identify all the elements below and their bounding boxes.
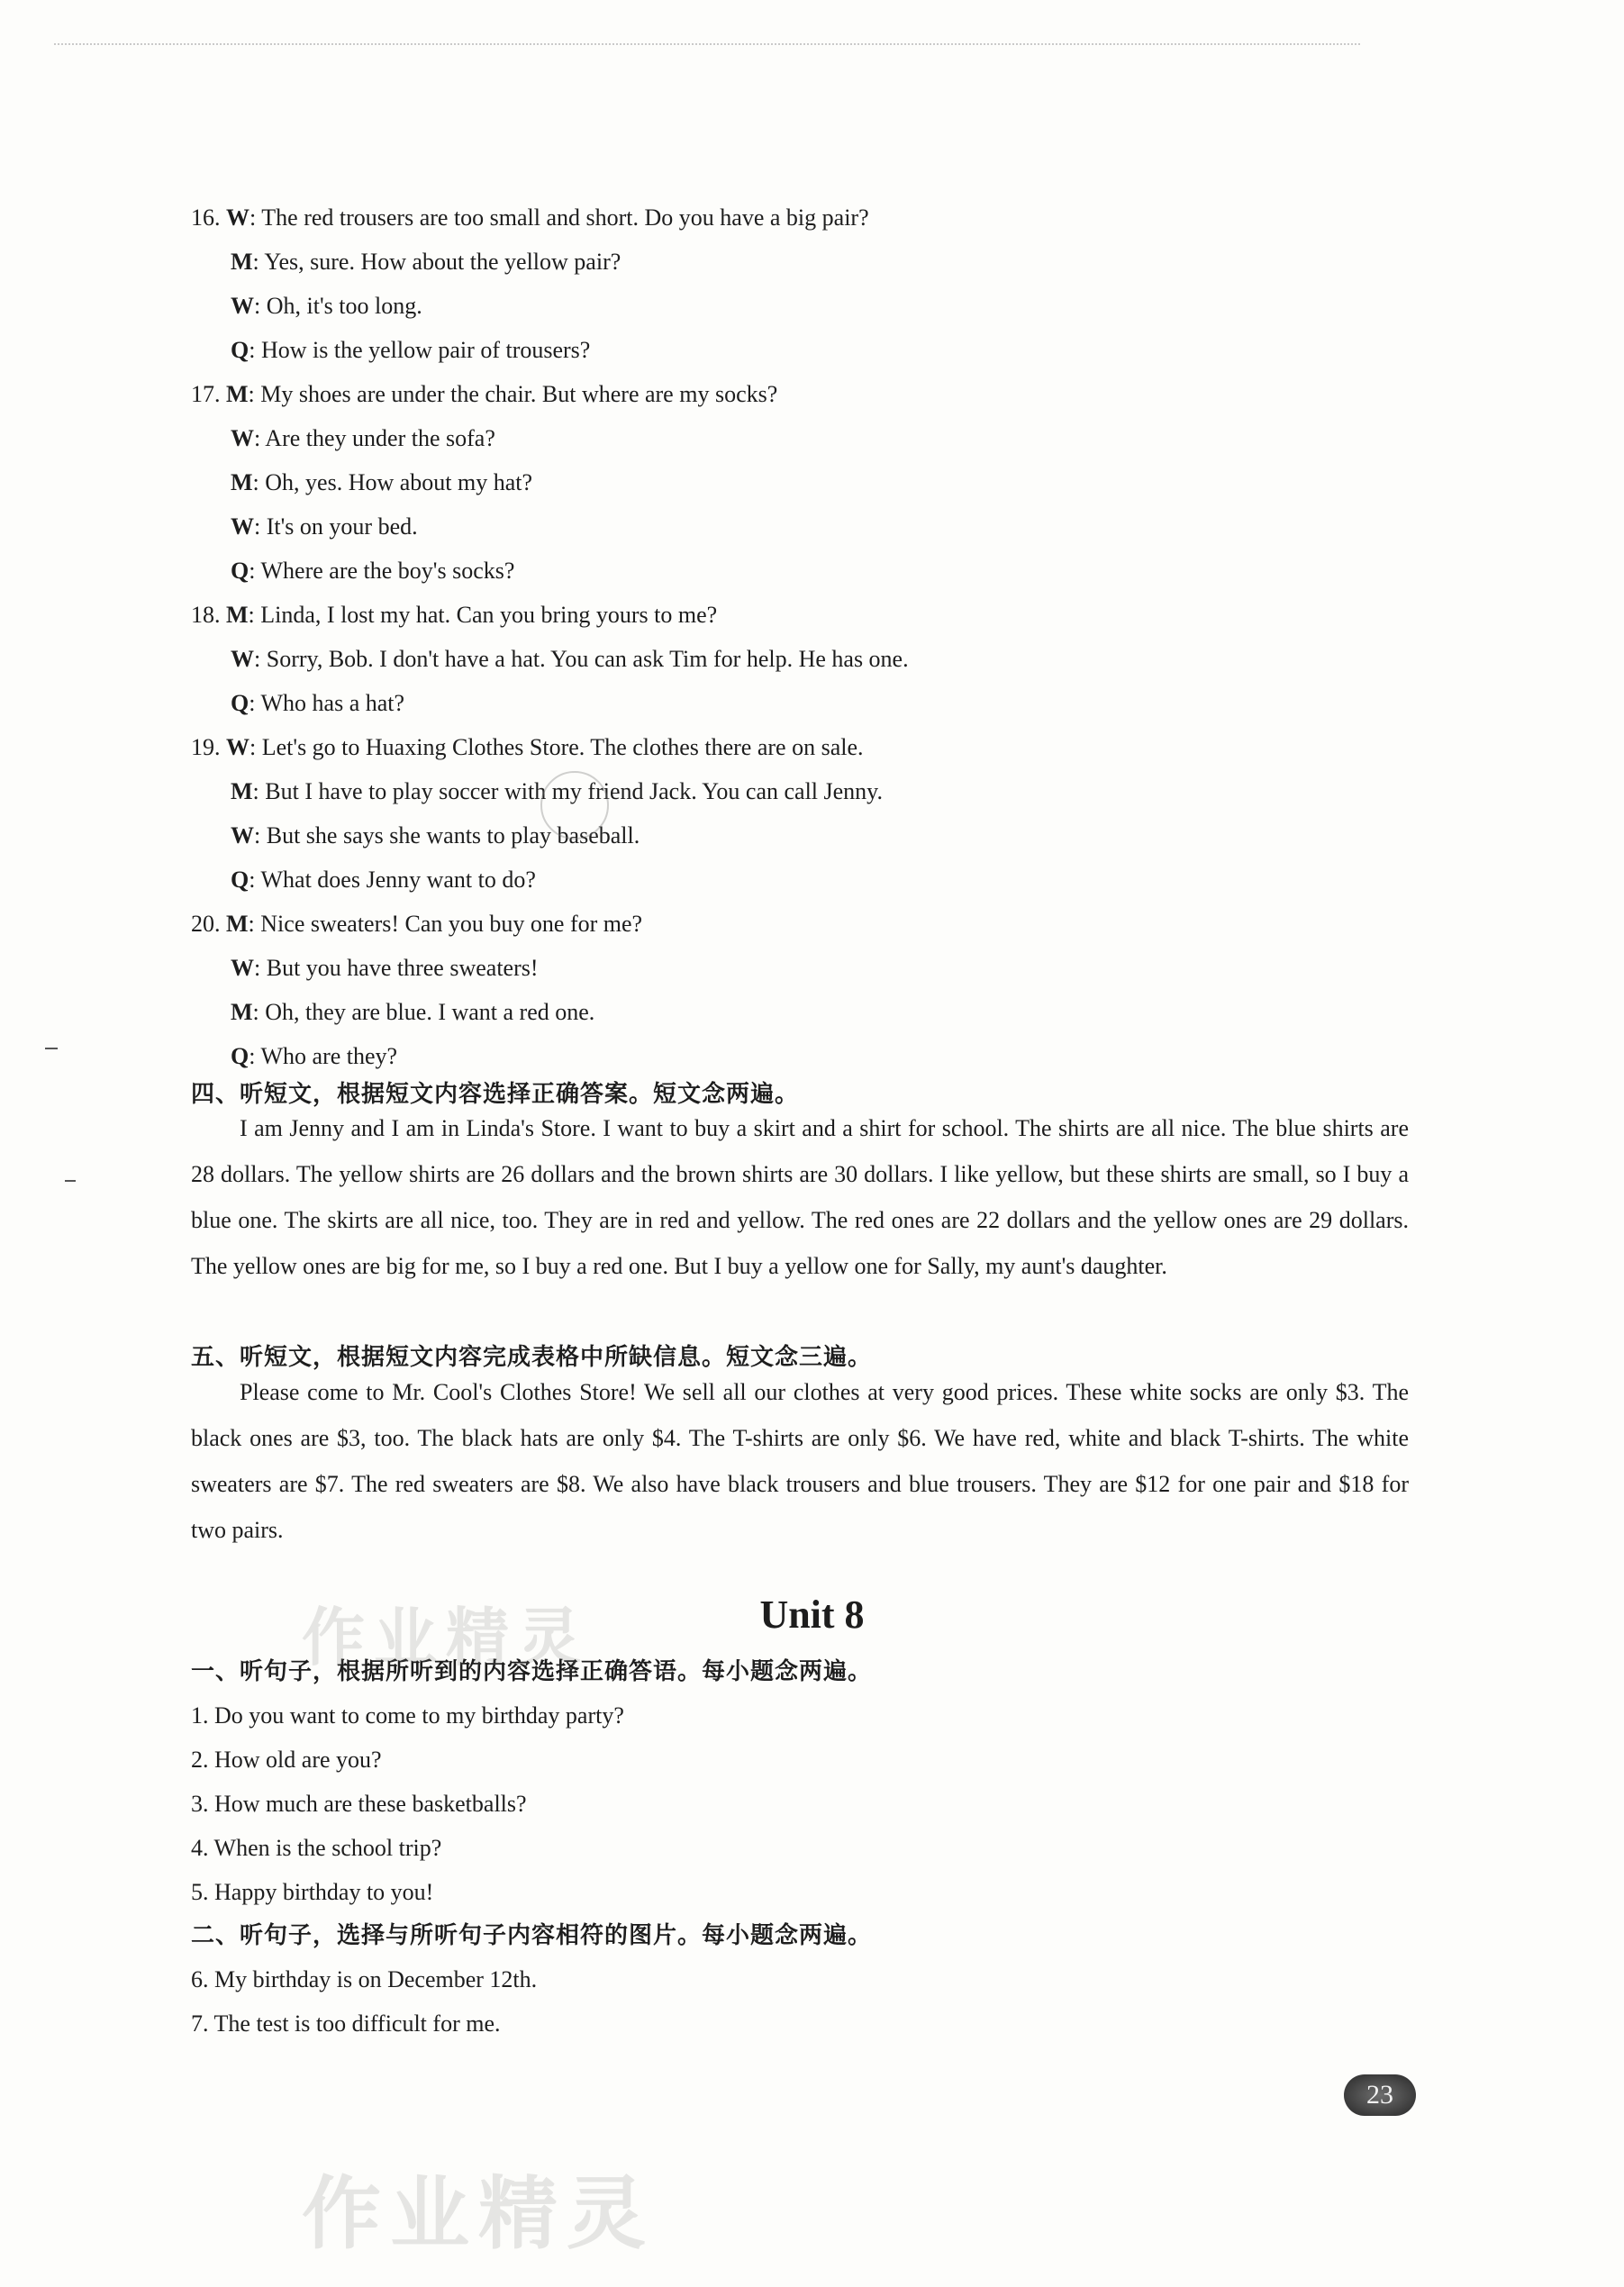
unit-item-6: 6. My birthday is on December 12th. xyxy=(191,1966,538,1992)
speaker-label: W xyxy=(231,646,254,672)
unit-item-2: 2. How old are you? xyxy=(191,1747,382,1773)
question-number: 19. xyxy=(191,734,221,760)
dialogue-line: Q: Where are the boy's socks? xyxy=(231,558,515,584)
section-4-passage: I am Jenny and I am in Linda's Store. I want to buy a skirt and a shirt for school. The shirts are all nice. The blue shirts are 28 dollars. The yellow shirts are 26 dollars and the brown shirts are 30 dollars. I like yellow, but these shirts are small, so I buy a blue one. The skirts are all nice, too. They are in red and yellow. The red ones are 22 dollars and the yellow ones are 29 dollars. The yellow ones are big for me, so I buy a red one. But I buy a yellow one for Sally, my aunt's daughter. xyxy=(191,1115,1409,1279)
dialogue-line: 18. M: Linda, I lost my hat. Can you bring yours to me? xyxy=(191,602,718,628)
dialogue-text: What does Jenny want to do? xyxy=(260,867,536,893)
dialogue-text: Yes, sure. How about the yellow pair? xyxy=(264,249,621,275)
dialogue-line: W: Are they under the sofa? xyxy=(231,425,495,451)
unit-title: Unit 8 xyxy=(759,1593,865,1637)
speaker-label: M xyxy=(231,999,253,1025)
unit-section-2-heading: 二、听句子，选择与所听句子内容相符的图片。每小题念两遍。 xyxy=(191,1922,873,1949)
dialogue-text: But you have three sweaters! xyxy=(266,955,539,981)
unit-item-3: 3. How much are these basketballs? xyxy=(191,1791,527,1817)
dialogue-line: Q: What does Jenny want to do? xyxy=(231,867,536,893)
top-rule xyxy=(54,43,1360,45)
dialogue-line: Q: Who are they? xyxy=(231,1043,398,1069)
margin-mark xyxy=(65,1180,76,1182)
watermark-logo-bottom: 作业精灵 xyxy=(302,2167,656,2260)
unit-section-1-heading: 一、听句子，根据所听到的内容选择正确答语。每小题念两遍。 xyxy=(191,1658,873,1685)
unit-item-1: 1. Do you want to come to my birthday party? xyxy=(191,1702,624,1729)
dialogue-line: W: Sorry, Bob. I don't have a hat. You can ask Tim for help. He has one. xyxy=(231,646,909,672)
speaker-label: M xyxy=(231,249,253,275)
dialogue-line: 20. M: Nice sweaters! Can you buy one for me? xyxy=(191,911,643,937)
speaker-label: Q xyxy=(231,1043,249,1069)
page-number-badge: 23 xyxy=(1344,2074,1416,2116)
dialogue-line: 17. M: My shoes are under the chair. But where are my socks? xyxy=(191,381,778,407)
dialogue-text: How is the yellow pair of trousers? xyxy=(260,337,591,363)
dialogue-line: W: Oh, it's too long. xyxy=(231,293,422,319)
dialogue-text: Oh, yes. How about my hat? xyxy=(265,469,533,495)
unit-item-4: 4. When is the school trip? xyxy=(191,1835,442,1861)
watermark-logo: 作业精灵 xyxy=(302,1601,590,1674)
speaker-label: W xyxy=(226,734,249,760)
dialogue-line: 16. W: The red trousers are too small and short. Do you have a big pair? xyxy=(191,204,869,231)
dialogue-line: M: Yes, sure. How about the yellow pair? xyxy=(231,249,621,275)
dialogue-text: But I have to play soccer with my friend Jack. You can call Jenny. xyxy=(265,778,883,804)
margin-mark xyxy=(45,1048,58,1049)
dialogue-line: W: It's on your bed. xyxy=(231,513,418,540)
speaker-label: W xyxy=(231,822,254,849)
speaker-label: M xyxy=(231,469,253,495)
dialogue-line: W: But she says she wants to play baseball. xyxy=(231,822,640,849)
dialogue-line: M: Oh, they are blue. I want a red one. xyxy=(231,999,595,1025)
dialogue-line: 19. W: Let's go to Huaxing Clothes Store. The clothes there are on sale. xyxy=(191,734,864,760)
dialogue-line: M: Oh, yes. How about my hat? xyxy=(231,469,533,495)
speaker-label: W xyxy=(231,293,254,319)
speaker-label: M xyxy=(231,778,253,804)
speaker-label: M xyxy=(226,381,249,407)
speaker-label: Q xyxy=(231,558,249,584)
question-number: 18. xyxy=(191,602,221,628)
question-number: 20. xyxy=(191,911,221,937)
speaker-label: M xyxy=(226,911,249,937)
dialogue-line: Q: How is the yellow pair of trousers? xyxy=(231,337,591,363)
speaker-label: W xyxy=(226,204,249,231)
unit-item-5: 5. Happy birthday to you! xyxy=(191,1879,434,1905)
speaker-label: W xyxy=(231,425,254,451)
dialogue-text: Who has a hat? xyxy=(260,690,405,716)
section-5-heading: 五、听短文，根据短文内容完成表格中所缺信息。短文念三遍。 xyxy=(191,1344,873,1371)
dialogue-text: Are they under the sofa? xyxy=(265,425,495,451)
section-4-heading: 四、听短文，根据短文内容选择正确答案。短文念两遍。 xyxy=(191,1081,800,1108)
question-number: 17. xyxy=(191,381,221,407)
dialogue-line: Q: Who has a hat? xyxy=(231,690,405,716)
unit-item-7: 7. The test is too difficult for me. xyxy=(191,2010,501,2037)
dialogue-text: Nice sweaters! Can you buy one for me? xyxy=(260,911,643,937)
speaker-label: Q xyxy=(231,867,249,893)
dialogue-text: It's on your bed. xyxy=(266,513,418,540)
speaker-label: M xyxy=(226,602,249,628)
speaker-label: Q xyxy=(231,337,249,363)
dialogue-text: Where are the boy's socks? xyxy=(260,558,515,584)
dialogue-text: Sorry, Bob. I don't have a hat. You can ask Tim for help. He has one. xyxy=(266,646,909,672)
dialogue-text: My shoes are under the chair. But where are my socks? xyxy=(260,381,778,407)
dialogue-text: Linda, I lost my hat. Can you bring yours to me? xyxy=(260,602,718,628)
dialogue-text: Oh, they are blue. I want a red one. xyxy=(265,999,595,1025)
speaker-label: Q xyxy=(231,690,249,716)
speaker-label: W xyxy=(231,955,254,981)
dialogue-line: M: But I have to play soccer with my friend Jack. You can call Jenny. xyxy=(231,778,883,804)
section-5-passage: Please come to Mr. Cool's Clothes Store! We sell all our clothes at very good prices. These white socks are only $3. The black ones are $3, too. The black hats are only $4. The T-shirts are only $6. We have red, white and black T-shirts. The white sweaters are $7. The red sweaters are $8. We also have black trousers and blue trousers. They are $12 for one pair and $18 for two pairs. xyxy=(191,1379,1409,1543)
dialogue-text: Let's go to Huaxing Clothes Store. The clothes there are on sale. xyxy=(261,734,864,760)
dialogue-text: Who are they? xyxy=(260,1043,398,1069)
dialogue-text: Oh, it's too long. xyxy=(266,293,422,319)
question-number: 16. xyxy=(191,204,221,231)
seal-stamp xyxy=(540,771,609,839)
dialogue-text: The red trousers are too small and short. Do you have a big pair? xyxy=(261,204,869,231)
dialogue-text: But she says she wants to play baseball. xyxy=(266,822,640,849)
dialogue-line: W: But you have three sweaters! xyxy=(231,955,539,981)
speaker-label: W xyxy=(231,513,254,540)
